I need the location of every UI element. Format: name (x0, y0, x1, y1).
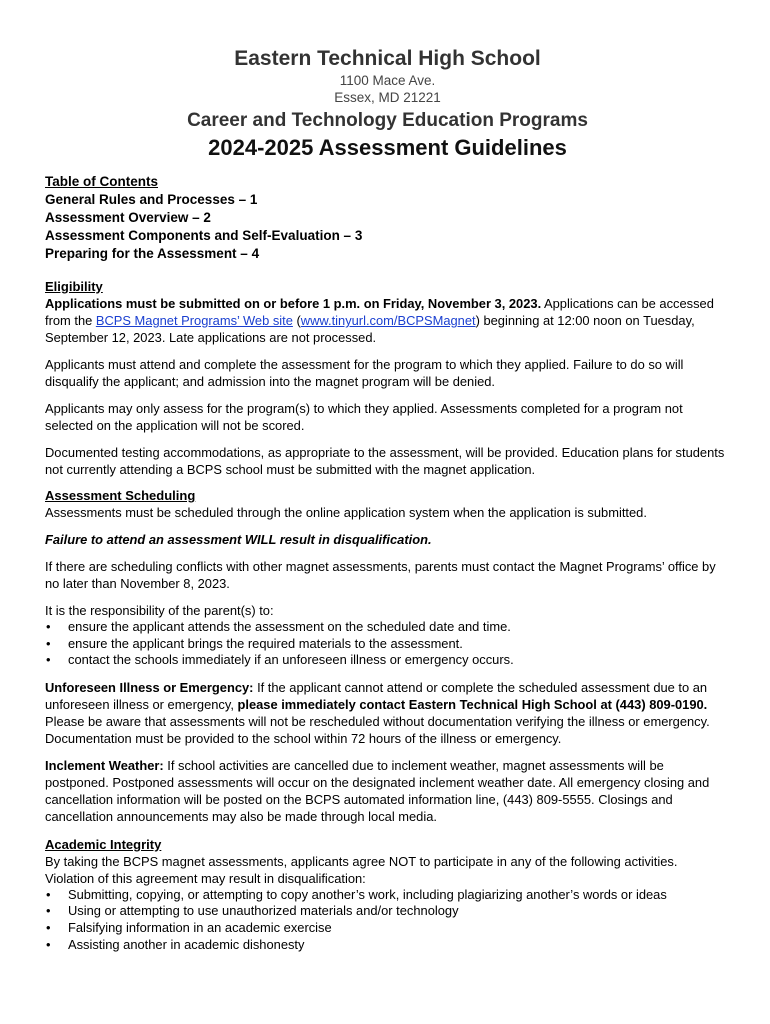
toc-item: Assessment Components and Self-Evaluation – 3 (45, 228, 363, 243)
integrity-heading: Academic Integrity (45, 836, 162, 852)
scheduling-paragraph-4: It is the responsibility of the parent(s) to: (45, 603, 274, 618)
list-item: • Using or attempting to use unauthorized materials and/or technology (45, 903, 730, 920)
list-item: • contact the schools immediately if an unforeseen illness or emergency occurs. (45, 652, 730, 669)
prohibited-activities-list (45, 887, 730, 953)
text-span: ( (292, 313, 301, 328)
disqualification-warning: Failure to attend an assessment WILL result in disqualification. (45, 532, 432, 547)
deadline-text: Applications must be submitted on or before 1 p.m. on Friday, November 3, 2023. (45, 296, 542, 311)
weather-paragraph (45, 757, 730, 825)
contact-instruction: please immediately contact Eastern Technical High School at (443) 809-0190. (237, 696, 708, 712)
list-item: • Assisting another in academic dishonesty (45, 937, 730, 954)
eligibility-paragraph-4: Documented testing accommodations, as appropriate to the assessment, will be provided. Education plans for students not currently attending a BCPS school must be submitted with the magnet application. (45, 445, 725, 477)
eligibility-section (45, 278, 730, 478)
list-item: • ensure the applicant attends the assessment on the scheduled date and time. (45, 619, 730, 636)
parent-responsibilities-list (45, 619, 730, 669)
eligibility-paragraph-1 (45, 295, 730, 346)
text-span: If school activities are cancelled due to inclement weather, magnet assessments will be postponed. Postponed assessments will occur on the designated inclement weather date. All emergency closing and cancellation information will be posted on the BCPS automated information line, (443) 809-5555. Closings and cancellation announcements may also be made through local media. (45, 757, 710, 824)
tinyurl-link[interactable]: www.tinyurl.com/BCPSMagnet (300, 313, 476, 328)
illness-label: Unforeseen Illness or Emergency: (45, 679, 254, 695)
department-title: Career and Technology Education Programs (187, 110, 588, 131)
weather-label: Inclement Weather: (45, 757, 164, 773)
scheduling-section (45, 487, 730, 825)
address-line-2: Essex, MD 21221 (334, 90, 441, 105)
scheduling-heading: Assessment Scheduling (45, 488, 196, 503)
text-span: Please be aware that assessments will not be rescheduled without documentation verifying the illness or emergency. Documentation must be provided to the school within 72 hours of the illness or emergency. (45, 713, 710, 746)
eligibility-paragraph-3: Applicants may only assess for the program(s) to which they applied. Assessments completed for a program not selected on the application will not be scored. (45, 401, 683, 433)
illness-paragraph (45, 679, 730, 747)
table-of-contents (45, 173, 730, 263)
integrity-section (45, 836, 730, 953)
page-title: 2024-2025 Assessment Guidelines (208, 135, 567, 160)
eligibility-paragraph-2: Applicants must attend and complete the assessment for the program to which they applied. Failure to do so will disqualify the applicant; and admission into the magnet program will be denied. (45, 357, 684, 389)
list-item: • ensure the applicant brings the required materials to the assessment. (45, 636, 730, 653)
toc-heading: Table of Contents (45, 174, 158, 189)
integrity-paragraph: By taking the BCPS magnet assessments, applicants agree NOT to participate in any of the following activities. Violation of this agreement may result in disqualification: (45, 853, 678, 886)
list-item: • Falsifying information in an academic exercise (45, 920, 730, 937)
document-header (45, 46, 730, 162)
toc-item: General Rules and Processes – 1 (45, 192, 258, 207)
toc-item: Assessment Overview – 2 (45, 210, 211, 225)
text-span: Applications can be accessed from the (45, 296, 714, 328)
eligibility-heading: Eligibility (45, 279, 103, 294)
toc-item: Preparing for the Assessment – 4 (45, 246, 260, 261)
scheduling-paragraph-3: If there are scheduling conflicts with other magnet assessments, parents must contact the Magnet Programs’ office by no later than November 8, 2023. (45, 559, 716, 591)
text-span: ) beginning at 12:00 noon on Tuesday, September 12, 2023. Late applications are not processed. (45, 313, 695, 345)
text-span: If the applicant cannot attend or complete the scheduled assessment due to an unforeseen illness or emergency, (45, 679, 708, 712)
list-item: • Submitting, copying, or attempting to copy another’s work, including plagiarizing another’s words or ideas (45, 887, 730, 904)
address-line-1: 1100 Mace Ave. (339, 73, 436, 88)
magnet-website-link[interactable]: BCPS Magnet Programs’ Web site (95, 313, 293, 328)
scheduling-paragraph-1: Assessments must be scheduled through the online application system when the application is submitted. (45, 505, 647, 520)
school-name: Eastern Technical High School (234, 47, 541, 70)
